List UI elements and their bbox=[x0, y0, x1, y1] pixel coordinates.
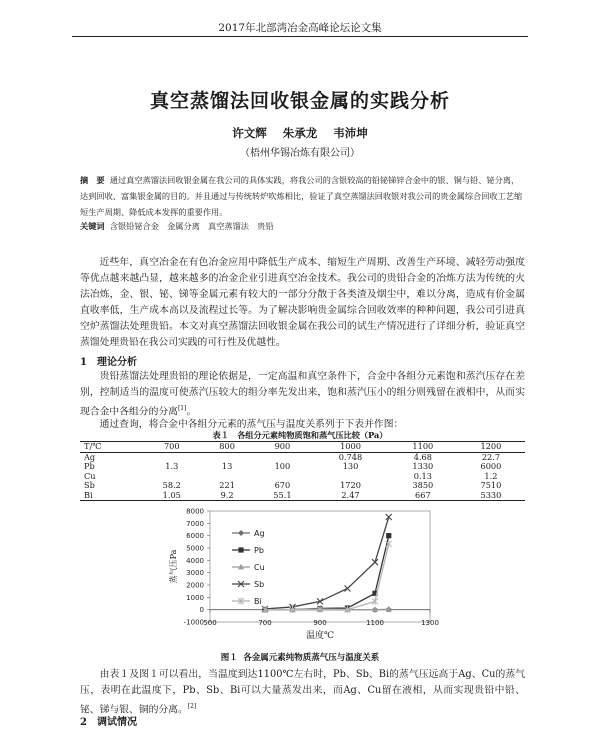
y-tick-label: 2000 bbox=[186, 581, 204, 590]
x-tick-label: 900 bbox=[313, 619, 327, 627]
table-cell: 700 bbox=[142, 442, 202, 453]
y-axis-label: 蒸气压Pa bbox=[169, 549, 178, 584]
legend-label: Pb bbox=[254, 546, 264, 555]
table-cell: 1.05 bbox=[142, 491, 202, 501]
keywords-label: 关键词 bbox=[80, 221, 105, 231]
table-cell: 5330 bbox=[457, 491, 525, 501]
table-cell: 6000 bbox=[480, 461, 502, 471]
table-cell: 1100 bbox=[389, 442, 457, 453]
affiliation: （梧州华锡冶炼有限公司） bbox=[240, 148, 360, 159]
paragraph-intro: 近些年，真空冶金在有色冶金应用中降低生产成本、缩短生产周期、改善生产环境、减轻劳动强度等优点越来越凸显，越来越多的冶金企业引进真空冶金技术。我公司的贵铅合金的冶炼方法为传统的火法冶炼，金、银、铋、锑等金属元素有较大的一部分分散于各类渣及烟尘中，难以分离，造成有价金属直收率低，生产成本高以及流程过长等。为了解决影响贵金属综合回收效率的种种问题，我公司引进真空炉蒸馏法处理贵铅。本文对真空蒸馏法回收银金属在我公司的试生产情况进行了详细分析，验证真空蒸馏处理贵铅在我公司实践的可行性及优越性。 bbox=[80, 257, 525, 348]
table-row-label: Pb bbox=[84, 461, 95, 471]
table-cell: 1200 bbox=[457, 442, 525, 453]
table-caption: 表１ 各组分元素纯物质饱和蒸气压比较（Pa） bbox=[212, 430, 388, 440]
table-cell: 2.47 bbox=[312, 491, 389, 501]
section-heading-2: 2 调试情况 bbox=[80, 717, 137, 728]
citation-2: [2] bbox=[187, 703, 197, 710]
running-header: 2017年北部湾冶金高峰论坛论文集 bbox=[218, 22, 382, 34]
legend-label: Bi bbox=[254, 597, 262, 606]
table-cell: 13 bbox=[221, 461, 233, 471]
table-cell: 3850 bbox=[412, 480, 434, 490]
y-tick-label: 0 bbox=[199, 606, 204, 615]
paragraph-analysis bbox=[80, 667, 525, 718]
series-line-bi bbox=[265, 544, 389, 610]
legend-marker bbox=[238, 547, 243, 552]
table-cell: 4.68 bbox=[413, 451, 432, 462]
table-row-label: Bi bbox=[80, 491, 142, 501]
table-cell: 1720 bbox=[340, 480, 361, 490]
table-cell: 55.1 bbox=[253, 491, 313, 501]
paragraph-theory-text: 贵铅蒸馏法处理贵铅的理论依据是，一定高温和真空条件下，合金中各组分元素饱和蒸汽压存在差别，控制适当的温度可使蒸汽压较大的组分率先发出来，饱和蒸汽压小的组分则残留在液相中，从而实现合金中各组分的分离 bbox=[80, 371, 525, 418]
paragraph-theory-end: 。 bbox=[186, 406, 197, 418]
y-tick-label: 5000 bbox=[186, 544, 204, 553]
y-tick-label: 4000 bbox=[186, 556, 204, 565]
authors: 许文辉 朱承龙 韦沛坤 bbox=[232, 126, 368, 140]
legend-label: Sb bbox=[254, 580, 265, 589]
table-cell: 221 bbox=[219, 480, 235, 490]
table-cell: 900 bbox=[253, 442, 313, 453]
y-tick-label: -1000 bbox=[183, 618, 204, 627]
table-row-label: Ag bbox=[84, 451, 96, 462]
table-cell: 7510 bbox=[480, 480, 502, 490]
y-tick-label: 6000 bbox=[186, 532, 204, 541]
table-cell: 9.2 bbox=[202, 491, 253, 501]
x-tick-label: 1300 bbox=[421, 619, 439, 627]
x-tick-label: 500 bbox=[203, 619, 217, 627]
citation-1: [1] bbox=[177, 405, 187, 412]
table-row-label: Cu bbox=[84, 470, 96, 481]
keywords-text: 含银铅铋合金 金属分离 真空蒸馏法 贵铅 bbox=[109, 221, 274, 231]
table-cell: 1.3 bbox=[165, 461, 179, 471]
table-cell: 1330 bbox=[412, 461, 434, 471]
legend-label: Cu bbox=[254, 563, 265, 572]
table-row-label: T/℃ bbox=[80, 442, 142, 453]
abstract-text: 通过真空蒸馏法回收银金属在我公司的具体实践，将我公司的含银较高的铅铋锑锌合金中的银、铜与铅、铋分离，达到回收、富集银金属的目的。并且通过与传统转炉吹炼相比，验证了真空蒸馏法回收银对我公司的贵金属综合回收工艺缩短生产周期、降低成本发挥的重要作用。 bbox=[80, 175, 523, 217]
figure-caption bbox=[0, 651, 600, 663]
table-cell: 0.13 bbox=[413, 470, 432, 481]
legend-marker bbox=[238, 530, 244, 536]
paper-title: 真空蒸馏法回收银金属的实践分析 bbox=[149, 90, 450, 112]
legend-label: Ag bbox=[254, 529, 265, 538]
x-axis-label: 温度℃ bbox=[305, 631, 335, 641]
table-cell: 0.748 bbox=[338, 451, 363, 462]
table-cell: 670 bbox=[274, 480, 291, 490]
y-tick-label: 3000 bbox=[186, 569, 204, 578]
table-cell: 22.7 bbox=[481, 451, 501, 462]
figure-label: 图１ bbox=[220, 653, 238, 663]
table-row-label: Sb bbox=[84, 480, 95, 490]
section-heading-1: 1 理论分析 bbox=[80, 357, 137, 368]
table-cell: 58.2 bbox=[162, 480, 181, 490]
x-tick-label: 700 bbox=[258, 619, 272, 627]
table-cell: 667 bbox=[389, 491, 457, 501]
table-cell: 1.2 bbox=[484, 470, 498, 481]
y-tick-label: 7000 bbox=[186, 519, 204, 528]
abstract-label: 摘 要 bbox=[80, 175, 105, 185]
table-cell: 800 bbox=[202, 442, 253, 453]
table-cell: 1000 bbox=[312, 442, 389, 453]
paragraph-analysis-text: 由表１及图１可以看出，当温度到达1100℃左右时，Pb、Sb、Bi的蒸气压远高于Ag、Cu的蒸气压，表明在此温度下，Pb、Sb、Bi可以大量蒸发出来，而Ag、Cu留在液相，从而实现贵铅中铅、铋、锑与银、铜的分离。 bbox=[80, 669, 525, 716]
y-tick-label: 8000 bbox=[186, 507, 204, 516]
data-point-sb bbox=[345, 585, 351, 591]
table-cell: 130 bbox=[342, 461, 359, 471]
y-tick-label: 1000 bbox=[186, 593, 204, 602]
figure-caption-text: 各金属元素纯物质蒸气压与温度关系 bbox=[243, 653, 380, 663]
table-cell: 100 bbox=[274, 461, 291, 471]
paragraph-table-intro: 通过查询，将合金中各组分元素的蒸气压与温度关系列于下表并作图： bbox=[99, 419, 404, 430]
data-point-pb bbox=[386, 533, 391, 538]
x-tick-label: 1100 bbox=[366, 619, 384, 627]
